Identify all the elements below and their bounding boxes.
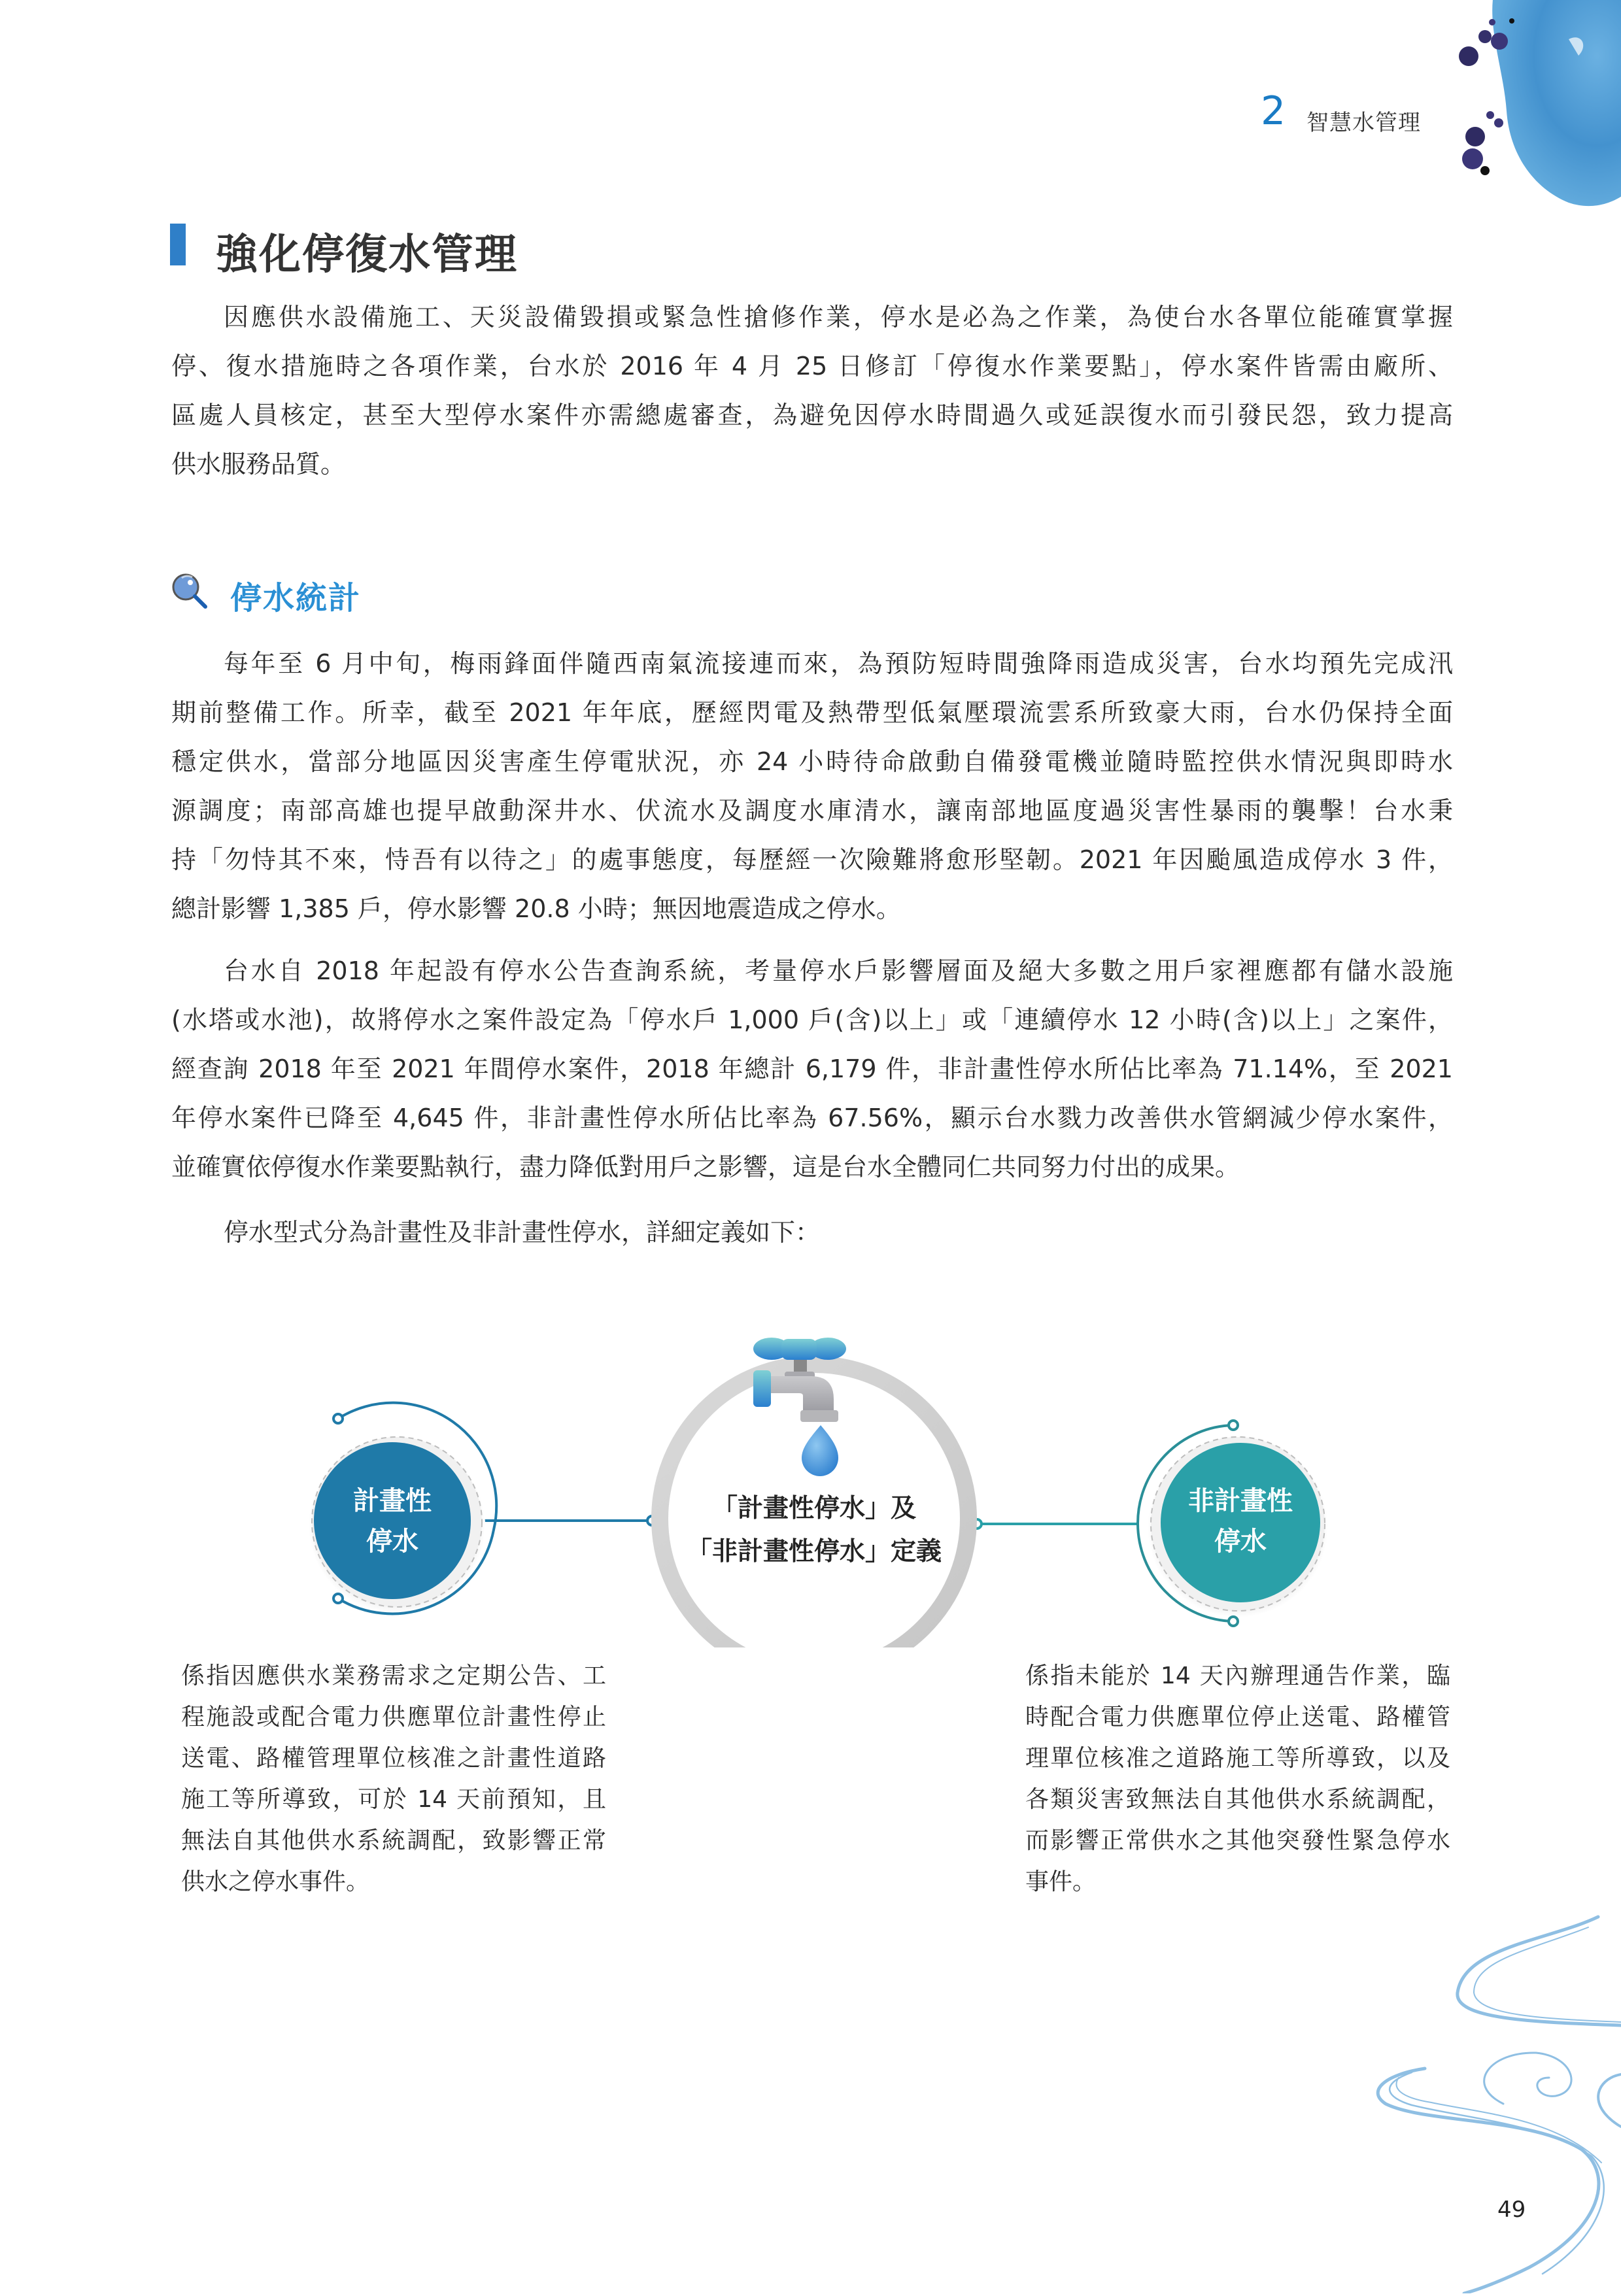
text-line: 無法自其他供水系統調配，致影響正常 xyxy=(181,1827,606,1854)
statistics-paragraph-2 xyxy=(171,947,1453,1192)
text-line: 每年至 6 月中旬，梅雨鋒面伴隨西南氣流接連而來，為預防短時間強降雨造成災害，台水均預先完成汛 xyxy=(224,649,1453,678)
text-line: 各類災害致無法自其他供水系統調配， xyxy=(1025,1786,1450,1813)
text-line: 供水服務品質。 xyxy=(171,450,346,479)
unplanned-outage-description xyxy=(1025,1655,1450,1902)
right-node-label-line2: 停水 xyxy=(1214,1527,1267,1557)
text-line: 年停水案件已降至 4,645 件，非計畫性停水所佔比率為 67.56%，顯示台水戮力改善供水管網減少停水案件， xyxy=(171,1104,1453,1132)
text-line: 並確實依停復水作業要點執行，盡力降低對用戶之影響，這是台水全體同仁共同努力付出的成果。 xyxy=(171,1153,1240,1181)
text-line: 穩定供水，當部分地區因災害產生停電狀況，亦 24 小時待命啟動自備發電機並隨時監控供水情況與即時水 xyxy=(171,747,1453,776)
text-line: 持「勿恃其不來，恃吾有以待之」的處事態度，每歷經一次險難將愈形堅韌。2021 年因颱風造成停水 3 件， xyxy=(171,845,1453,874)
left-node-label-line2: 停水 xyxy=(366,1527,418,1557)
text-line: 期前整備工作。所幸，截至 2021 年年底，歷經閃電及熱帶型低氣壓環流雲系所致豪大雨，台水仍保持全面 xyxy=(171,698,1453,727)
text-line: 理單位核准之道路施工等所導致，以及 xyxy=(1025,1745,1450,1772)
center-label-line2: 「非計畫性停水」定義 xyxy=(686,1537,942,1566)
left-node-label xyxy=(340,1481,445,1562)
text-line: 而影響正常供水之其他突發性緊急停水 xyxy=(1025,1827,1450,1854)
text-line: 供水之停水事件。 xyxy=(181,1868,370,1895)
text-line: (水塔或水池)，故將停水之案件設定為「停水戶 1,000 戶(含)以上」或「連續停水 12 小時(含)以上」之案件， xyxy=(171,1005,1453,1034)
planned-outage-description xyxy=(181,1655,606,1902)
outage-type-diagram xyxy=(0,1308,1621,1647)
right-node-label-line1: 非計畫性 xyxy=(1188,1486,1293,1516)
text-line: 時配合電力供應單位停止送電、路權管 xyxy=(1025,1704,1450,1730)
section-title-bar xyxy=(170,224,186,265)
intro-paragraph xyxy=(171,293,1453,489)
text-line: 台水自 2018 年起設有停水公告查詢系統，考量停水戶影響層面及絕大多數之用戶家裡應都有儲水設施 xyxy=(224,956,1453,985)
text-line: 程施設或配合電力供應單位計畫性停止 xyxy=(181,1704,606,1730)
text-line: 源調度；南部高雄也提早啟動深井水、伏流水及調度水庫清水，讓南部地區度過災害性暴雨的襲擊！台水秉 xyxy=(171,796,1453,825)
water-swirl-decoration xyxy=(1333,1888,1621,2293)
text-line: 送電、路權管理單位核准之計畫性道路 xyxy=(181,1745,606,1772)
text-line: 係指未能於 14 天內辦理通告作業，臨 xyxy=(1025,1663,1450,1689)
chapter-title: 智慧水管理 xyxy=(1306,110,1421,136)
text-line: 施工等所導致，可於 14 天前預知，且 xyxy=(181,1786,606,1813)
text-line: 係指因應供水業務需求之定期公告、工 xyxy=(181,1663,606,1689)
section-title: 強化停復水管理 xyxy=(216,231,518,279)
right-node-label xyxy=(1169,1481,1312,1562)
left-node-label-line1: 計畫性 xyxy=(353,1486,432,1516)
chapter-number: 2 xyxy=(1261,88,1286,134)
text-line: 停水型式分為計畫性及非計畫性停水，詳細定義如下： xyxy=(224,1218,821,1247)
magnifier-icon xyxy=(169,570,211,612)
subsection-title: 停水統計 xyxy=(230,580,362,616)
text-line: 因應供水設備施工、天災設備毀損或緊急性搶修作業，停水是必為之作業，為使台水各單位能確實掌握 xyxy=(224,303,1453,331)
center-label xyxy=(674,1487,955,1574)
text-line: 經查詢 2018 年至 2021 年間停水案件，2018 年總計 6,179 件，非計畫性停水所佔比率為 71.14%，至 2021 xyxy=(171,1055,1453,1083)
statistics-paragraph-3 xyxy=(171,1208,1453,1257)
center-label-line1: 「計畫性停水」及 xyxy=(711,1494,916,1523)
text-line: 區處人員核定，甚至大型停水案件亦需總處審查，為避免因停水時間過久或延誤復水而引發民怨，致力提高 xyxy=(171,401,1453,430)
text-line: 停、復水措施時之各項作業，台水於 2016 年 4 月 25 日修訂「停復水作業要點」，停水案件皆需由廠所、 xyxy=(171,352,1453,380)
page-number: 49 xyxy=(1497,2197,1526,2223)
text-line: 事件。 xyxy=(1025,1868,1097,1895)
text-line: 總計影響 1,385 戶，停水影響 20.8 小時；無因地震造成之停水。 xyxy=(171,894,901,923)
statistics-paragraph-1 xyxy=(171,639,1453,934)
